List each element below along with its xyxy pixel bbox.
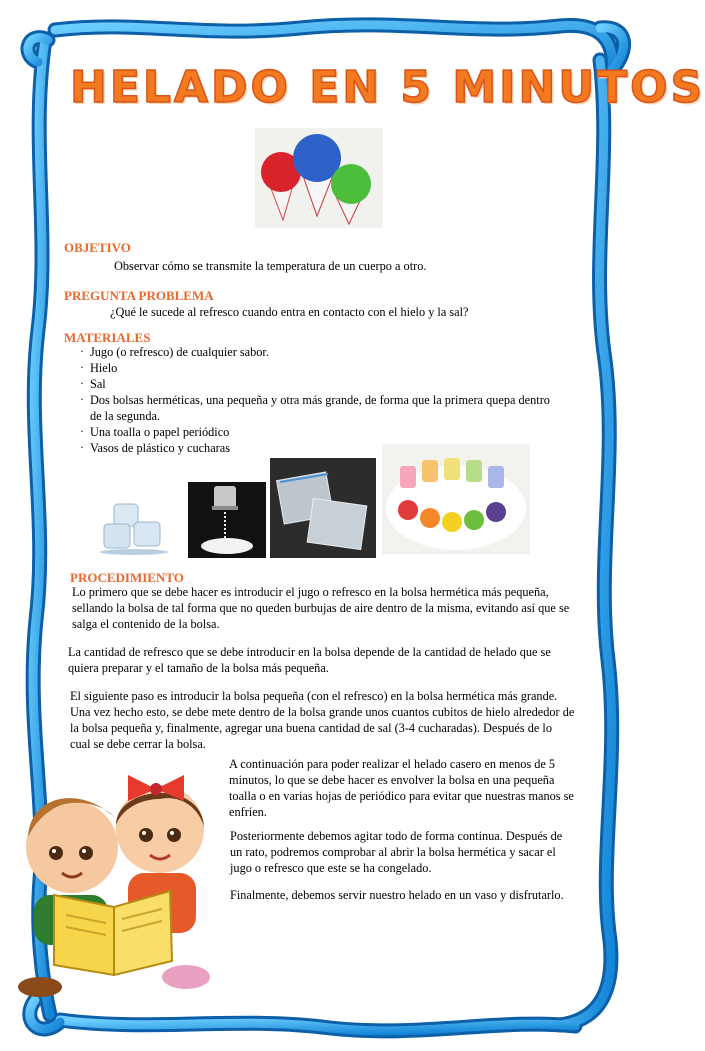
pregunta-heading: PREGUNTA PROBLEMA	[64, 288, 214, 303]
procedure-paragraph: Posteriormente debemos agitar todo de forma continua. Después de un rato, podremos comprobar al abrir la bolsa hermética y sacar el jugo o refresco que este se ha congelado.	[230, 829, 563, 875]
procedure-paragraph: Lo primero que se debe hacer es introducir el jugo o refresco en la bolsa hermética más pequeña, sellando la bolsa de tal forma que no queden burbujas de aire dentro de la misma, evitando así que se salga el contenido de la bolsa.	[72, 585, 570, 631]
salt-shaker-image	[188, 482, 266, 558]
snow-cones-image	[255, 128, 383, 228]
list-item: · Una toalla o papel periódico	[78, 424, 578, 440]
materiales-heading: MATERIALES	[64, 330, 151, 345]
zip-bags-image	[270, 458, 376, 558]
list-item: · Vasos de plástico y cucharas	[78, 440, 578, 456]
materials-list	[78, 344, 578, 456]
objetivo-text: Observar cómo se transmite la temperatura de un cuerpo a otro.	[114, 259, 427, 273]
procedure-paragraph: A continuación para poder realizar el helado casero en menos de 5 minutos, lo que se debe hacer es envolver la bolsa en una pequeña toalla o en varias hojas de periódico para evitar que nuestras manos se enfríen.	[229, 757, 574, 819]
list-item: · Sal	[78, 376, 578, 392]
kids-reading-illustration	[10, 755, 225, 1005]
procedure-paragraph: La cantidad de refresco que se debe introducir en la bolsa depende de la cantidad de helado que se quiera preparar y el tamaño de la bolsa más pequeña.	[68, 645, 551, 675]
pregunta-text: ¿Qué le sucede al refresco cuando entra en contacto con el hielo y la sal?	[110, 305, 469, 319]
list-item: · Dos bolsas herméticas, una pequeña y otra más grande, de forma que la primera quepa dentro de la segunda.	[78, 392, 560, 424]
fruit-popsicles-image	[382, 444, 530, 554]
procedure-paragraph: Finalmente, debemos servir nuestro helado en un vaso y disfrutarlo.	[230, 888, 564, 902]
procedimiento-heading: PROCEDIMIENTO	[70, 570, 184, 585]
list-item: · Hielo	[78, 360, 578, 376]
page-title: HELADO EN 5 MINUTOS	[70, 62, 705, 113]
procedure-paragraph: El siguiente paso es introducir la bolsa pequeña (con el refresco) en la bolsa hermética más grande. Una vez hecho esto, se debe mete dentro de la bolsa grande unos cuantos cubitos de hielo alrededor de la bolsa pequeña y, finalmente, agregar una buena cantidad de sal (3-4 cucharadas). Después de lo cual se debe cerrar la bolsa.	[70, 689, 575, 751]
objetivo-heading: OBJETIVO	[64, 240, 131, 255]
list-item: · Jugo (o refresco) de cualquier sabor.	[78, 344, 578, 360]
ice-cubes-image	[94, 494, 174, 556]
